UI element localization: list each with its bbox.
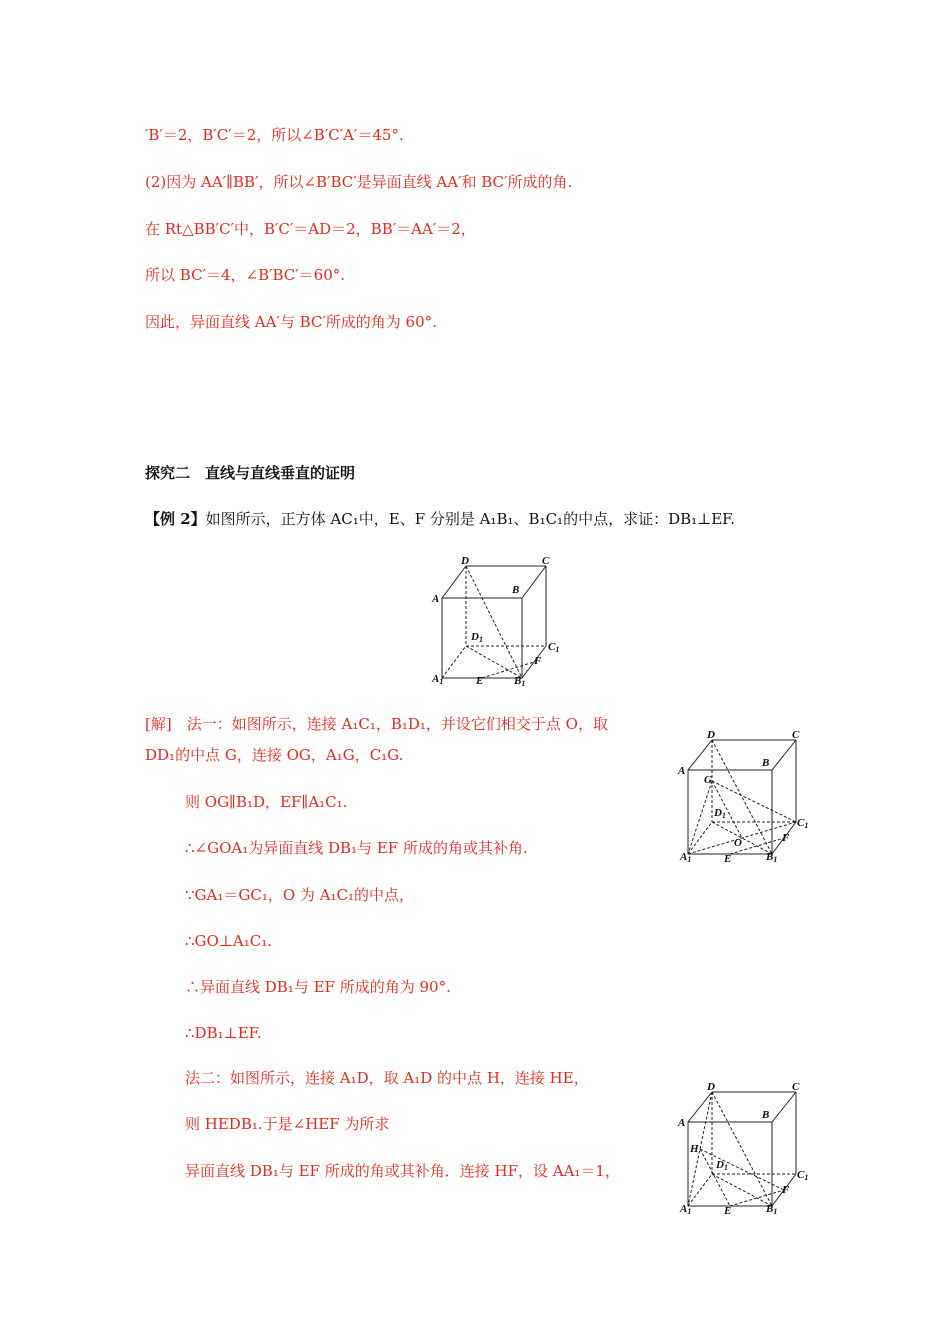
solution-tag: [解]: [145, 715, 172, 733]
label-C: C: [542, 555, 550, 567]
label-D1: D1: [714, 807, 726, 820]
method1-line-6: ∴GO⊥A₁C₁.: [185, 932, 273, 950]
method1-line-2: DD₁的中点 G，连接 OG，A₁G，C₁G.: [145, 746, 404, 764]
label-F: F: [782, 832, 790, 844]
label-E: E: [476, 675, 484, 687]
method1-line-7: ∴异面直线 DB₁与 EF 所成的角为 90°.: [185, 978, 451, 996]
method1-line-1: [145, 713, 608, 735]
cube-figure-1: [428, 552, 558, 688]
solution-line-3: 在 Rt△BB′C′中，B′C′＝AD＝2，BB′＝AA′＝2，: [145, 220, 476, 238]
cube-figure-3: [676, 1078, 816, 1218]
label-D: D: [461, 555, 469, 567]
label-D: D: [707, 1081, 715, 1093]
method2-line-2: 则 HEDB₁.于是∠HEF 为所求: [185, 1115, 390, 1133]
label-E: E: [724, 853, 732, 865]
label-A: A: [678, 1117, 686, 1129]
label-C: C: [792, 1081, 800, 1093]
label-A1: A1: [432, 673, 444, 686]
label-F: F: [782, 1184, 790, 1196]
label-F: F: [534, 655, 542, 667]
example-2: [145, 508, 735, 530]
label-B: B: [762, 757, 770, 769]
solution-line-5: 因此，异面直线 AA′与 BC′所成的角为 60°.: [145, 313, 437, 331]
method1-text-1: 法一：如图所示，连接 A₁C₁，B₁D₁，并设它们相交于点 O，取: [186, 715, 608, 733]
label-O: O: [734, 837, 742, 849]
label-B1: B1: [514, 675, 526, 688]
label-D: D: [707, 729, 715, 741]
solution-line-4: 所以 BC′＝4，∠B′BC′＝60°.: [145, 266, 346, 284]
label-C1: C1: [548, 641, 560, 654]
label-B: B: [512, 584, 520, 596]
method1-line-5: ∵GA₁＝GC₁，O 为 A₁C₁的中点，: [185, 886, 415, 904]
solution-line-1: ′B′＝2，B′C′＝2，所以∠B′C′A′＝45°.: [145, 126, 404, 144]
method1-line-4: ∴∠GOA₁为异面直线 DB₁与 EF 所成的角或其补角.: [185, 839, 528, 857]
label-D1: D1: [716, 1159, 728, 1172]
label-A: A: [432, 593, 440, 605]
section-title: 探究二 直线与直线垂直的证明: [145, 464, 356, 482]
label-A1: A1: [680, 1203, 692, 1216]
method1-line-8: ∴DB₁⊥EF.: [185, 1024, 262, 1042]
label-C1: C1: [797, 1169, 809, 1182]
label-B1: B1: [766, 851, 778, 864]
label-D1: D1: [471, 631, 483, 644]
label-A1: A1: [680, 851, 692, 864]
label-C: C: [792, 729, 800, 741]
label-H: H: [690, 1143, 699, 1155]
label-B1: B1: [766, 1203, 778, 1216]
label-G: G: [704, 774, 712, 786]
label-E: E: [724, 1205, 732, 1217]
cube-figure-2: [676, 726, 816, 866]
example-text: 如图所示，正方体 AC₁中，E、F 分别是 A₁B₁、B₁C₁的中点，求证：DB₁⊥EF.: [205, 510, 736, 528]
method2-line-1: 法二：如图所示，连接 A₁D，取 A₁D 的中点 H，连接 HE，: [185, 1069, 589, 1087]
label-B: B: [762, 1109, 770, 1121]
method2-line-3: 异面直线 DB₁与 EF 所成的角或其补角．连接 HF，设 AA₁＝1，: [185, 1162, 620, 1180]
method1-line-3: 则 OG∥B₁D，EF∥A₁C₁.: [185, 793, 348, 811]
solution-line-2: (2)因为 AA′∥BB′，所以∠B′BC′是异面直线 AA′和 BC′所成的角.: [145, 173, 573, 191]
label-C1: C1: [797, 817, 809, 830]
example-tag: 【例 2】: [145, 510, 206, 528]
label-A: A: [678, 765, 686, 777]
